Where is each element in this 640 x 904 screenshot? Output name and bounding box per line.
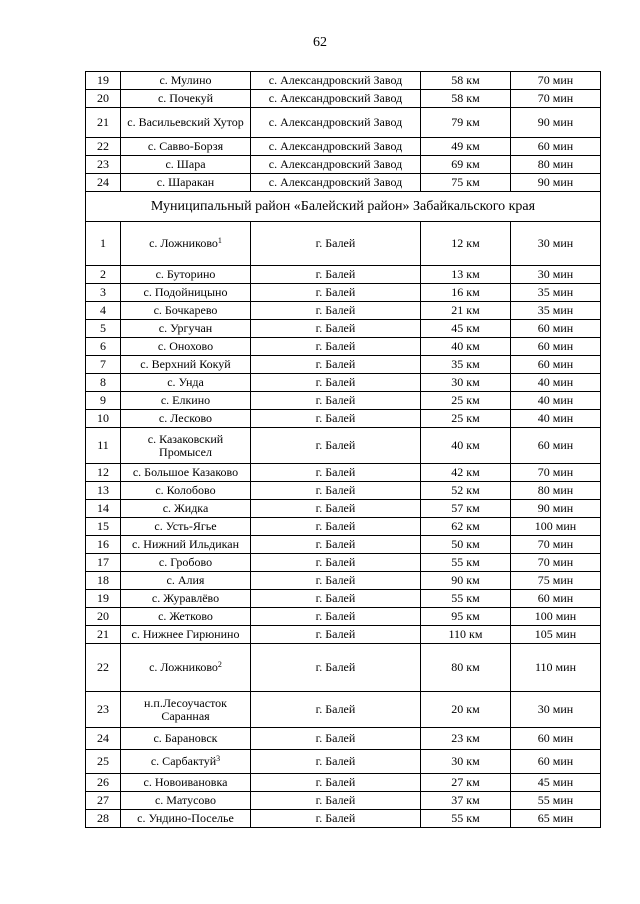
table-row: [86, 222, 601, 266]
travel-time-cell: 75 мин: [511, 572, 601, 590]
distance-cell: 42 км: [421, 464, 511, 482]
settlement-cell: с. Шаракан: [121, 174, 251, 192]
distance-cell: 95 км: [421, 608, 511, 626]
row-number-cell: 1: [86, 222, 121, 266]
travel-time-cell: 90 мин: [511, 500, 601, 518]
travel-time-cell: 40 мин: [511, 410, 601, 428]
distance-cell: 75 км: [421, 174, 511, 192]
settlement-cell: [121, 750, 251, 774]
destination-cell: г. Балей: [251, 266, 421, 284]
destination-cell: с. Александровский Завод: [251, 72, 421, 90]
row-number-cell: 3: [86, 284, 121, 302]
destination-cell: г. Балей: [251, 392, 421, 410]
travel-time-cell: 70 мин: [511, 90, 601, 108]
travel-time-cell: 45 мин: [511, 774, 601, 792]
settlement-cell: с. Бочкарево: [121, 302, 251, 320]
row-number-cell: 27: [86, 792, 121, 810]
row-number-cell: 26: [86, 774, 121, 792]
table-row: [86, 156, 601, 174]
destination-cell: г. Балей: [251, 608, 421, 626]
destination-cell: г. Балей: [251, 750, 421, 774]
table-row: [86, 810, 601, 828]
settlement-cell: с. Жидка: [121, 500, 251, 518]
table-row: [86, 174, 601, 192]
settlement-cell: с. Ундино-Поселье: [121, 810, 251, 828]
footnote-marker: 1: [217, 236, 222, 245]
settlement-cell: с. Верхний Кокуй: [121, 356, 251, 374]
distance-cell: 90 км: [421, 572, 511, 590]
distance-cell: 40 км: [421, 338, 511, 356]
row-number-cell: 9: [86, 392, 121, 410]
table-row: [86, 320, 601, 338]
settlement-name: с. Ложниково: [149, 660, 218, 674]
table-row: [86, 356, 601, 374]
footnote-marker: 2: [217, 660, 222, 669]
travel-time-cell: 60 мин: [511, 338, 601, 356]
row-number-cell: 24: [86, 728, 121, 750]
destination-cell: г. Балей: [251, 464, 421, 482]
settlement-cell: с. Лесково: [121, 410, 251, 428]
settlement-cell: с. Казаковский Промысел: [121, 428, 251, 464]
row-number-cell: 21: [86, 626, 121, 644]
destination-cell: г. Балей: [251, 302, 421, 320]
destination-cell: с. Александровский Завод: [251, 90, 421, 108]
settlement-cell: с. Васильевский Хутор: [121, 108, 251, 138]
table-row: [86, 792, 601, 810]
distance-cell: 16 км: [421, 284, 511, 302]
settlement-cell: с. Матусово: [121, 792, 251, 810]
distance-cell: 50 км: [421, 536, 511, 554]
distance-cell: 49 км: [421, 138, 511, 156]
settlement-cell: с. Ургучан: [121, 320, 251, 338]
travel-time-cell: 60 мин: [511, 138, 601, 156]
distance-cell: 79 км: [421, 108, 511, 138]
table-row: [86, 750, 601, 774]
distance-cell: 30 км: [421, 374, 511, 392]
table-row: [86, 428, 601, 464]
row-number-cell: 14: [86, 500, 121, 518]
row-number-cell: 5: [86, 320, 121, 338]
destination-cell: с. Александровский Завод: [251, 174, 421, 192]
destination-cell: г. Балей: [251, 536, 421, 554]
settlement-cell: с. Новоивановка: [121, 774, 251, 792]
travel-time-cell: 90 мин: [511, 108, 601, 138]
table-row: [86, 266, 601, 284]
table-body: [86, 72, 601, 828]
travel-time-cell: 35 мин: [511, 302, 601, 320]
row-number-cell: 24: [86, 174, 121, 192]
settlement-cell: с. Елкино: [121, 392, 251, 410]
destination-cell: г. Балей: [251, 572, 421, 590]
destination-cell: с. Александровский Завод: [251, 156, 421, 174]
travel-time-cell: 65 мин: [511, 810, 601, 828]
row-number-cell: 22: [86, 138, 121, 156]
distance-cell: 23 км: [421, 728, 511, 750]
travel-time-cell: 70 мин: [511, 72, 601, 90]
travel-time-cell: 80 мин: [511, 156, 601, 174]
destination-cell: г. Балей: [251, 410, 421, 428]
table-row: [86, 72, 601, 90]
destination-cell: г. Балей: [251, 728, 421, 750]
table-row: [86, 500, 601, 518]
settlement-cell: с. Савво-Борзя: [121, 138, 251, 156]
destination-cell: г. Балей: [251, 482, 421, 500]
row-number-cell: 20: [86, 608, 121, 626]
travel-time-cell: 70 мин: [511, 464, 601, 482]
settlement-cell: с. Алия: [121, 572, 251, 590]
table-row: [86, 138, 601, 156]
settlement-cell: н.п.Лесоучасток Саранная: [121, 692, 251, 728]
destination-cell: г. Балей: [251, 810, 421, 828]
travel-time-cell: 40 мин: [511, 374, 601, 392]
destination-cell: г. Балей: [251, 356, 421, 374]
distance-cell: 55 км: [421, 810, 511, 828]
row-number-cell: 6: [86, 338, 121, 356]
travel-time-cell: 100 мин: [511, 518, 601, 536]
row-number-cell: 11: [86, 428, 121, 464]
travel-time-cell: 60 мин: [511, 590, 601, 608]
travel-time-cell: 100 мин: [511, 608, 601, 626]
destination-cell: г. Балей: [251, 626, 421, 644]
settlement-cell: с. Колобово: [121, 482, 251, 500]
destination-cell: г. Балей: [251, 320, 421, 338]
table-row: [86, 626, 601, 644]
row-number-cell: 21: [86, 108, 121, 138]
table-row: [86, 608, 601, 626]
row-number-cell: 10: [86, 410, 121, 428]
destination-cell: г. Балей: [251, 500, 421, 518]
row-number-cell: 4: [86, 302, 121, 320]
distance-cell: 27 км: [421, 774, 511, 792]
row-number-cell: 20: [86, 90, 121, 108]
table-row: [86, 572, 601, 590]
table-row: [86, 774, 601, 792]
settlement-cell: с. Буторино: [121, 266, 251, 284]
travel-time-cell: 30 мин: [511, 222, 601, 266]
table-row: [86, 392, 601, 410]
travel-time-cell: 60 мин: [511, 750, 601, 774]
table-row: [86, 302, 601, 320]
settlement-cell: с. Мулино: [121, 72, 251, 90]
settlement-cell: с. Барановск: [121, 728, 251, 750]
table-row: [86, 644, 601, 692]
row-number-cell: 18: [86, 572, 121, 590]
section-title: Муниципальный район «Балейский район» Забайкальского края: [86, 192, 601, 222]
settlement-cell: [121, 222, 251, 266]
travel-time-cell: 70 мин: [511, 536, 601, 554]
row-number-cell: 25: [86, 750, 121, 774]
distance-cell: 13 км: [421, 266, 511, 284]
section-header-row: [86, 192, 601, 222]
distance-cell: 80 км: [421, 644, 511, 692]
distance-cell: 52 км: [421, 482, 511, 500]
destination-cell: г. Балей: [251, 338, 421, 356]
distance-cell: 37 км: [421, 792, 511, 810]
destination-cell: г. Балей: [251, 374, 421, 392]
table-row: [86, 284, 601, 302]
distance-table: [85, 71, 601, 828]
destination-cell: г. Балей: [251, 774, 421, 792]
destination-cell: г. Балей: [251, 554, 421, 572]
distance-cell: 21 км: [421, 302, 511, 320]
travel-time-cell: 30 мин: [511, 266, 601, 284]
destination-cell: г. Балей: [251, 590, 421, 608]
travel-time-cell: 60 мин: [511, 356, 601, 374]
travel-time-cell: 80 мин: [511, 482, 601, 500]
destination-cell: г. Балей: [251, 428, 421, 464]
distance-cell: 69 км: [421, 156, 511, 174]
travel-time-cell: 60 мин: [511, 728, 601, 750]
destination-cell: г. Балей: [251, 284, 421, 302]
table-row: [86, 536, 601, 554]
distance-cell: 25 км: [421, 392, 511, 410]
table-row: [86, 374, 601, 392]
row-number-cell: 15: [86, 518, 121, 536]
settlement-cell: с. Журавлёво: [121, 590, 251, 608]
distance-cell: 35 км: [421, 356, 511, 374]
row-number-cell: 17: [86, 554, 121, 572]
settlement-cell: с. Онохово: [121, 338, 251, 356]
destination-cell: г. Балей: [251, 792, 421, 810]
distance-cell: 55 км: [421, 590, 511, 608]
footnote-marker: 3: [216, 754, 221, 763]
distance-cell: 30 км: [421, 750, 511, 774]
travel-time-cell: 110 мин: [511, 644, 601, 692]
settlement-cell: с. Шара: [121, 156, 251, 174]
travel-time-cell: 90 мин: [511, 174, 601, 192]
row-number-cell: 16: [86, 536, 121, 554]
table-row: [86, 554, 601, 572]
settlement-cell: с. Нижний Ильдикан: [121, 536, 251, 554]
row-number-cell: 13: [86, 482, 121, 500]
destination-cell: г. Балей: [251, 692, 421, 728]
table-row: [86, 692, 601, 728]
distance-cell: 12 км: [421, 222, 511, 266]
table-row: [86, 518, 601, 536]
table-row: [86, 90, 601, 108]
row-number-cell: 12: [86, 464, 121, 482]
settlement-name: с. Сарбактуй: [150, 754, 217, 768]
settlement-cell: с. Жетково: [121, 608, 251, 626]
page-number: 62: [313, 35, 327, 50]
travel-time-cell: 40 мин: [511, 392, 601, 410]
settlement-cell: с. Нижнее Гирюнино: [121, 626, 251, 644]
table-row: [86, 338, 601, 356]
settlement-cell: с. Усть-Ягье: [121, 518, 251, 536]
travel-time-cell: 60 мин: [511, 320, 601, 338]
destination-cell: с. Александровский Завод: [251, 108, 421, 138]
destination-cell: г. Балей: [251, 222, 421, 266]
row-number-cell: 23: [86, 692, 121, 728]
distance-cell: 55 км: [421, 554, 511, 572]
row-number-cell: 8: [86, 374, 121, 392]
settlement-name: с. Ложниково: [149, 236, 218, 250]
settlement-cell: с. Большое Казаково: [121, 464, 251, 482]
distance-cell: 57 км: [421, 500, 511, 518]
row-number-cell: 7: [86, 356, 121, 374]
travel-time-cell: 35 мин: [511, 284, 601, 302]
settlement-cell: с. Почекуй: [121, 90, 251, 108]
table-row: [86, 410, 601, 428]
settlement-cell: [121, 644, 251, 692]
destination-cell: г. Балей: [251, 644, 421, 692]
travel-time-cell: 55 мин: [511, 792, 601, 810]
row-number-cell: 28: [86, 810, 121, 828]
table-row: [86, 464, 601, 482]
table-row: [86, 590, 601, 608]
settlement-cell: с. Гробово: [121, 554, 251, 572]
distance-cell: 45 км: [421, 320, 511, 338]
table-row: [86, 108, 601, 138]
settlement-cell: с. Подойницыно: [121, 284, 251, 302]
distance-cell: 110 км: [421, 626, 511, 644]
destination-cell: с. Александровский Завод: [251, 138, 421, 156]
table-row: [86, 482, 601, 500]
travel-time-cell: 30 мин: [511, 692, 601, 728]
distance-cell: 20 км: [421, 692, 511, 728]
row-number-cell: 2: [86, 266, 121, 284]
travel-time-cell: 70 мин: [511, 554, 601, 572]
row-number-cell: 19: [86, 590, 121, 608]
destination-cell: г. Балей: [251, 518, 421, 536]
row-number-cell: 22: [86, 644, 121, 692]
distance-cell: 40 км: [421, 428, 511, 464]
travel-time-cell: 105 мин: [511, 626, 601, 644]
distance-cell: 58 км: [421, 90, 511, 108]
table-row: [86, 728, 601, 750]
travel-time-cell: 60 мин: [511, 428, 601, 464]
distance-cell: 25 км: [421, 410, 511, 428]
row-number-cell: 23: [86, 156, 121, 174]
distance-cell: 58 км: [421, 72, 511, 90]
row-number-cell: 19: [86, 72, 121, 90]
settlement-cell: с. Унда: [121, 374, 251, 392]
distance-cell: 62 км: [421, 518, 511, 536]
